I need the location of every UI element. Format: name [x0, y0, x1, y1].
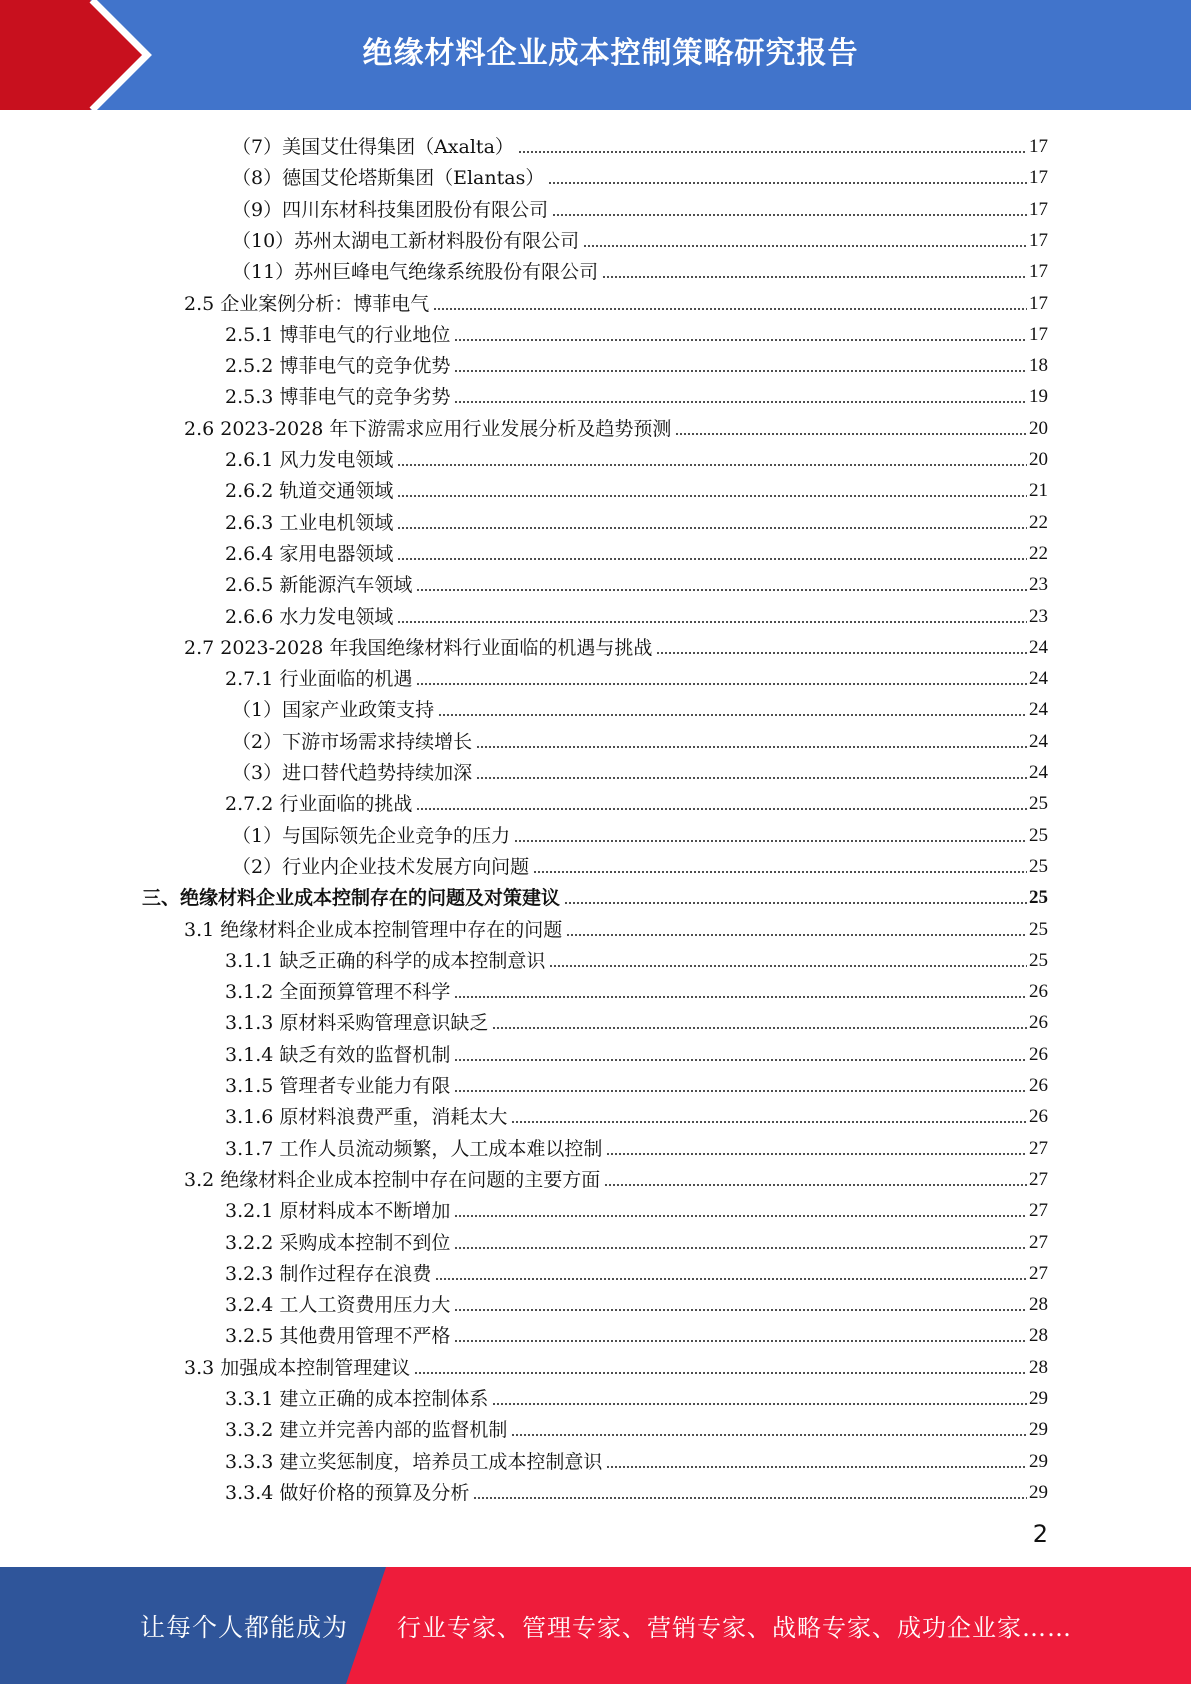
- toc-entry[interactable]: [225, 472, 1048, 503]
- toc-entry[interactable]: [225, 598, 1048, 629]
- toc-dot-leader: [454, 1214, 1027, 1218]
- toc-dot-leader: [433, 307, 1027, 311]
- toc-entry-label: 3.3 加强成本控制管理建议: [184, 1356, 411, 1379]
- toc-dot-leader: [533, 870, 1027, 874]
- toc-entry[interactable]: [225, 1036, 1048, 1067]
- toc-dot-leader: [454, 400, 1027, 404]
- toc-dot-leader: [566, 933, 1027, 937]
- toc-entry-page: 29: [1029, 1388, 1048, 1409]
- toc-entry[interactable]: [225, 1224, 1048, 1255]
- toc-dot-leader: [518, 150, 1027, 154]
- toc-entry-page: 24: [1029, 668, 1048, 690]
- toc-dot-leader: [414, 1371, 1027, 1375]
- toc-entry-label: （3）进口替代趋势持续加深: [232, 762, 473, 784]
- toc-entry-label: 3.1.5 管理者专业能力有限: [225, 1075, 451, 1097]
- toc-entry-page: 24: [1029, 636, 1048, 658]
- toc-entry[interactable]: [225, 1067, 1048, 1098]
- toc-entry[interactable]: [225, 660, 1048, 691]
- toc-entry-label: （1）与国际领先企业竞争的压力: [232, 824, 511, 847]
- toc-entry-page: 26: [1029, 1075, 1048, 1096]
- toc-entry-label: 3.2.1 原材料成本不断增加: [225, 1200, 451, 1223]
- toc-dot-leader: [511, 1120, 1027, 1124]
- page-header: [0, 0, 1191, 110]
- toc-dot-leader: [552, 213, 1027, 217]
- toc-entry-label: 3.3.2 建立并完善内部的监督机制: [225, 1419, 508, 1442]
- toc-dot-leader: [564, 901, 1027, 905]
- toc-entry-page: 17: [1029, 136, 1048, 157]
- toc-entry-page: 25: [1029, 824, 1048, 846]
- toc-entry-label: 3.1 绝缘材料企业成本控制管理中存在的问题: [184, 918, 563, 941]
- toc-entry-label: 3.2.2 采购成本控制不到位: [225, 1231, 451, 1254]
- toc-entry[interactable]: [225, 973, 1048, 1004]
- toc-entry-label: 2.5 企业案例分析：博菲电气: [184, 292, 430, 315]
- toc-entry[interactable]: [232, 222, 1048, 253]
- toc-entry-label: 2.6.2 轨道交通领域: [225, 480, 394, 503]
- toc-entry[interactable]: [225, 1286, 1048, 1317]
- toc-dot-leader: [454, 1089, 1027, 1093]
- footer-slogan-left: 让每个人都能成为: [140, 1612, 349, 1642]
- toc-entry[interactable]: [232, 848, 1048, 879]
- toc-entry[interactable]: [142, 879, 1048, 910]
- toc-entry[interactable]: [184, 285, 1048, 316]
- toc-entry-label: 3.2.5 其他费用管理不严格: [225, 1325, 451, 1348]
- toc-entry-label: 2.7 2023-2028 年我国绝缘材料行业面临的机遇与挑战: [184, 636, 653, 659]
- toc-dot-leader: [606, 1465, 1027, 1469]
- toc-dot-leader: [583, 244, 1027, 248]
- toc-dot-leader: [476, 776, 1027, 780]
- toc-entry-label: 3.3.1 建立正确的成本控制体系: [225, 1388, 489, 1410]
- toc-entry-page: 22: [1029, 511, 1048, 533]
- toc-entry-page: 21: [1029, 480, 1048, 502]
- toc-entry[interactable]: [232, 253, 1048, 284]
- toc-entry-page: 18: [1029, 355, 1048, 377]
- toc-entry-page: 20: [1029, 417, 1048, 439]
- page-footer: [0, 1567, 1191, 1684]
- toc-entry-page: 26: [1029, 1043, 1048, 1065]
- toc-entry-label: 3.3.4 做好价格的预算及分析: [225, 1481, 470, 1504]
- toc-dot-leader: [397, 463, 1027, 467]
- toc-entry[interactable]: [225, 1380, 1048, 1411]
- toc-entry[interactable]: [225, 1130, 1048, 1161]
- toc-entry-page: 25: [1029, 949, 1048, 971]
- toc-entry-page: 24: [1029, 730, 1048, 752]
- toc-entry-page: 19: [1029, 386, 1048, 408]
- toc-entry[interactable]: [232, 723, 1048, 754]
- toc-entry-page: 29: [1029, 1481, 1048, 1503]
- toc-dot-leader: [454, 1246, 1027, 1250]
- toc-entry[interactable]: [184, 410, 1048, 441]
- toc-entry[interactable]: [184, 911, 1048, 942]
- toc-dot-leader: [416, 682, 1027, 686]
- page-number: 2: [1032, 1520, 1048, 1548]
- toc-entry-label: （7）美国艾仕得集团（Axalta）: [232, 136, 514, 158]
- toc-dot-leader: [476, 745, 1027, 749]
- toc-dot-leader: [604, 1183, 1027, 1187]
- toc-entry-page: 24: [1029, 762, 1048, 783]
- toc-entry[interactable]: [232, 159, 1048, 190]
- toc-dot-leader: [435, 1277, 1027, 1281]
- toc-dot-leader: [492, 1026, 1027, 1030]
- toc-entry-label: 3.2 绝缘材料企业成本控制中存在问题的主要方面: [184, 1168, 601, 1191]
- toc-entry[interactable]: [225, 535, 1048, 566]
- toc-entry[interactable]: [225, 1098, 1048, 1129]
- toc-entry[interactable]: [225, 347, 1048, 378]
- toc-entry[interactable]: [225, 504, 1048, 535]
- toc-dot-leader: [454, 1058, 1027, 1062]
- toc-dot-leader: [454, 1308, 1027, 1312]
- toc-dot-leader: [454, 995, 1027, 999]
- toc-dot-leader: [514, 839, 1027, 843]
- toc-entry[interactable]: [225, 566, 1048, 597]
- toc-dot-leader: [511, 1433, 1027, 1437]
- toc-entry-page: 17: [1029, 261, 1048, 283]
- toc-entry-page: 28: [1029, 1294, 1048, 1316]
- toc-dot-leader: [473, 1496, 1027, 1500]
- toc-entry-label: 2.5.2 博菲电气的竞争优势: [225, 355, 451, 378]
- report-title: 绝缘材料企业成本控制策略研究报告: [362, 36, 859, 71]
- toc-entry-page: 17: [1029, 167, 1048, 189]
- toc-entry-page: 17: [1029, 198, 1048, 220]
- toc-entry-label: 2.5.3 博菲电气的竞争劣势: [225, 386, 451, 409]
- toc-entry-label: 3.1.3 原材料采购管理意识缺乏: [225, 1012, 489, 1035]
- toc-entry-page: 23: [1029, 574, 1048, 596]
- toc-dot-leader: [549, 964, 1027, 968]
- toc-dot-leader: [656, 651, 1027, 655]
- toc-entry-page: 23: [1029, 605, 1048, 627]
- toc-entry-label: 3.1.7 工作人员流动频繁，人工成本难以控制: [225, 1137, 603, 1160]
- toc-entry[interactable]: [232, 754, 1048, 785]
- toc-dot-leader: [454, 369, 1027, 373]
- toc-entry-label: 3.1.4 缺乏有效的监督机制: [225, 1043, 451, 1066]
- toc-entry[interactable]: [225, 378, 1048, 409]
- footer-slogan-right: 行业专家、管理专家、营销专家、战略专家、成功企业家……: [397, 1614, 1072, 1642]
- toc-dot-leader: [454, 1339, 1027, 1343]
- toc-entry[interactable]: [232, 691, 1048, 722]
- toc-entry-page: 27: [1029, 1231, 1048, 1253]
- toc-dot-leader: [492, 1402, 1027, 1406]
- toc-dot-leader: [397, 557, 1027, 561]
- toc-entry-page: 20: [1029, 449, 1048, 470]
- toc-entry-page: 27: [1029, 1168, 1048, 1190]
- toc-entry-page: 25: [1029, 793, 1048, 815]
- toc-entry-label: 2.6.4 家用电器领域: [225, 542, 394, 565]
- toc-entry-page: 27: [1029, 1137, 1048, 1159]
- toc-entry[interactable]: [184, 1349, 1048, 1380]
- toc-entry-label: 2.6.6 水力发电领域: [225, 605, 394, 628]
- toc-entry-label: 2.7.1 行业面临的机遇: [225, 668, 413, 691]
- toc-entry[interactable]: [225, 1255, 1048, 1286]
- toc-entry[interactable]: [225, 1192, 1048, 1223]
- toc-entry-page: 29: [1029, 1419, 1048, 1441]
- toc-entry-label: 3.3.3 建立奖惩制度，培养员工成本控制意识: [225, 1450, 603, 1473]
- toc-entry[interactable]: [232, 128, 1048, 159]
- toc-entry-page: 28: [1029, 1325, 1048, 1347]
- toc-entry-label: 3.2.4 工人工资费用压力大: [225, 1294, 451, 1317]
- toc-dot-leader: [397, 620, 1027, 624]
- toc-entry-page: 26: [1029, 981, 1048, 1003]
- toc-entry-page: 17: [1029, 229, 1048, 251]
- toc-entry-label: 3.1.6 原材料浪费严重，消耗太大: [225, 1106, 508, 1129]
- toc-entry-label: （2）下游市场需求持续增长: [232, 730, 473, 753]
- toc-entry[interactable]: [225, 316, 1048, 347]
- toc-entry-page: 29: [1029, 1450, 1048, 1472]
- toc-entry[interactable]: [225, 1317, 1048, 1348]
- toc-entry-label: （2）行业内企业技术发展方向问题: [232, 855, 530, 878]
- toc-dot-leader: [454, 338, 1027, 342]
- toc-entry-label: （8）德国艾伦塔斯集团（Elantas）: [232, 167, 545, 190]
- toc-dot-leader: [397, 494, 1027, 498]
- toc-entry[interactable]: [225, 441, 1048, 472]
- toc-entry-label: （1）国家产业政策支持: [232, 699, 435, 722]
- toc-entry[interactable]: [225, 1004, 1048, 1035]
- toc-entry[interactable]: [184, 1161, 1048, 1192]
- toc-entry-label: 2.5.1 博菲电气的行业地位: [225, 323, 451, 346]
- toc-entry-page: 24: [1029, 699, 1048, 721]
- toc-entry-label: 2.7.2 行业面临的挑战: [225, 793, 413, 816]
- toc-entry-label: 三、绝缘材料企业成本控制存在的问题及对策建议: [142, 887, 561, 910]
- toc-entry-page: 25: [1029, 887, 1048, 909]
- toc-dot-leader: [416, 588, 1027, 592]
- toc-entry-page: 17: [1029, 323, 1048, 345]
- toc-dot-leader: [416, 807, 1027, 811]
- toc-entry-label: （10）苏州太湖电工新材料股份有限公司: [232, 229, 580, 252]
- toc-dot-leader: [675, 432, 1027, 436]
- toc-entry-label: 2.6.5 新能源汽车领域: [225, 574, 413, 597]
- toc-entry-label: 3.1.1 缺乏正确的科学的成本控制意识: [225, 949, 546, 972]
- toc-entry[interactable]: [225, 942, 1048, 973]
- toc-dot-leader: [548, 181, 1027, 185]
- toc-entry-label: （11）苏州巨峰电气绝缘系统股份有限公司: [232, 261, 599, 284]
- toc-entry-page: 25: [1029, 855, 1048, 877]
- toc-entry[interactable]: [232, 191, 1048, 222]
- toc-entry[interactable]: [232, 817, 1048, 848]
- toc-entry-page: 17: [1029, 292, 1048, 314]
- toc-entry-page: 27: [1029, 1262, 1048, 1284]
- toc-dot-leader: [602, 275, 1027, 279]
- toc-entry[interactable]: [225, 1443, 1048, 1474]
- toc-entry-page: 25: [1029, 918, 1048, 940]
- toc-entry-label: （9）四川东材科技集团股份有限公司: [232, 198, 549, 221]
- toc-entry[interactable]: [225, 785, 1048, 816]
- toc-dot-leader: [397, 526, 1027, 530]
- toc-entry-label: 2.6 2023-2028 年下游需求应用行业发展分析及趋势预测: [184, 417, 672, 440]
- toc-entry-page: 26: [1029, 1106, 1048, 1128]
- toc-entry-page: 28: [1029, 1356, 1048, 1378]
- toc-entry-page: 26: [1029, 1012, 1048, 1034]
- toc-entry-label: 3.2.3 制作过程存在浪费: [225, 1262, 432, 1285]
- toc-entry-label: 2.6.3 工业电机领域: [225, 511, 394, 534]
- toc-dot-leader: [606, 1152, 1027, 1156]
- toc-entry[interactable]: [225, 1411, 1048, 1442]
- toc-entry-page: 22: [1029, 542, 1048, 564]
- toc-dot-leader: [438, 713, 1027, 717]
- toc-entry-page: 27: [1029, 1200, 1048, 1222]
- toc-entry[interactable]: [184, 629, 1048, 660]
- toc-entry-label: 3.1.2 全面预算管理不科学: [225, 981, 451, 1004]
- toc-entry[interactable]: [225, 1474, 1048, 1505]
- toc-entry-label: 2.6.1 风力发电领域: [225, 449, 394, 471]
